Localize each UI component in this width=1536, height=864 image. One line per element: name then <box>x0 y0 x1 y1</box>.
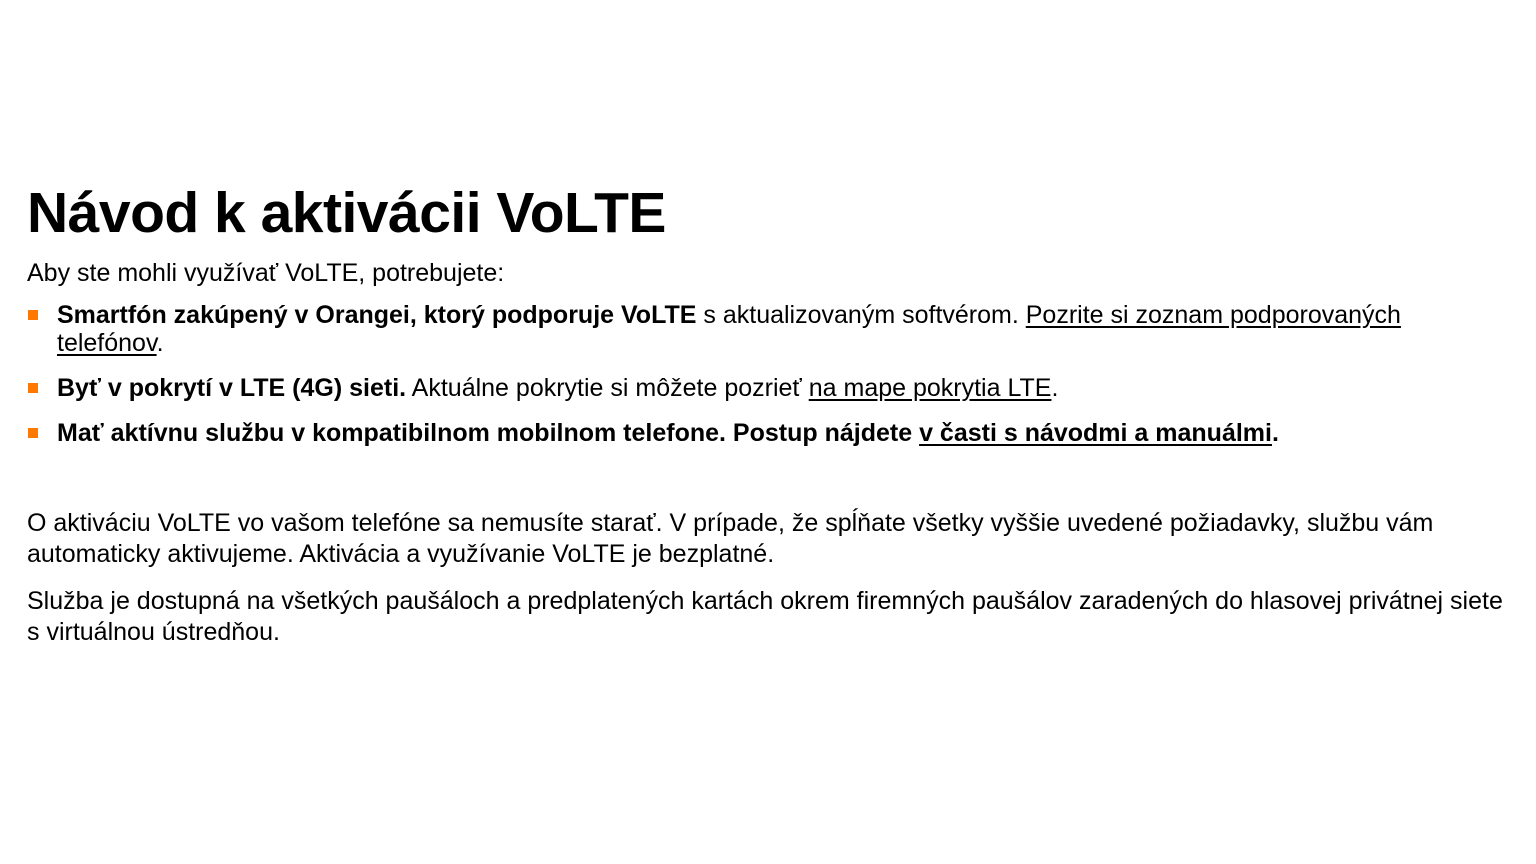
requirement-text: s aktualizovaným softvérom. <box>696 301 1026 329</box>
requirement-item-smartphone <box>27 301 1507 357</box>
orange-bullet-icon <box>28 383 38 393</box>
article-content <box>27 178 1507 648</box>
requirement-bold: Smartfón zakúpený v Orangei, ktorý podporuje VoLTE <box>57 301 697 329</box>
activation-paragraph: O aktiváciu VoLTE vo vašom telefóne sa nemusíte starať. V prípade, že spĺňate všetky vyššie uvedené požiadavky, službu vám automaticky aktivujeme. Aktivácia a využívanie VoLTE je bezplatné. <box>27 509 1434 568</box>
requirement-after: . <box>1051 374 1059 402</box>
orange-bullet-icon <box>28 310 38 320</box>
page-title: Návod k aktivácii VoLTE <box>27 181 666 245</box>
requirement-item-lte-coverage <box>27 374 1507 402</box>
supported-phones-link[interactable]: Pozrite si zoznam podporovaných telefónov <box>57 301 1401 357</box>
requirement-after: . <box>156 329 164 357</box>
intro-text: Aby ste mohli využívať VoLTE, potrebujete: <box>27 259 505 287</box>
requirement-item-active-service <box>27 419 1507 447</box>
requirement-text: Aktuálne pokrytie si môžete pozrieť <box>406 374 809 402</box>
requirement-after: . <box>1271 419 1279 447</box>
guides-manuals-link[interactable]: v časti s návodmi a manuálmi <box>919 419 1272 447</box>
requirement-bold: Mať aktívnu službu v kompatibilnom mobilnom telefone. Postup nájdete <box>57 419 920 447</box>
requirement-bold: Byť v pokrytí v LTE (4G) sieti. <box>57 374 407 402</box>
requirements-list <box>27 301 1507 447</box>
lte-coverage-map-link[interactable]: na mape pokrytia LTE <box>808 374 1052 402</box>
availability-paragraph: Služba je dostupná na všetkých paušáloch a predplatených kartách okrem firemných paušálov zaradených do hlasovej privátnej siete s virtuálnou ústredňou. <box>27 587 1503 646</box>
orange-bullet-icon <box>28 428 38 438</box>
